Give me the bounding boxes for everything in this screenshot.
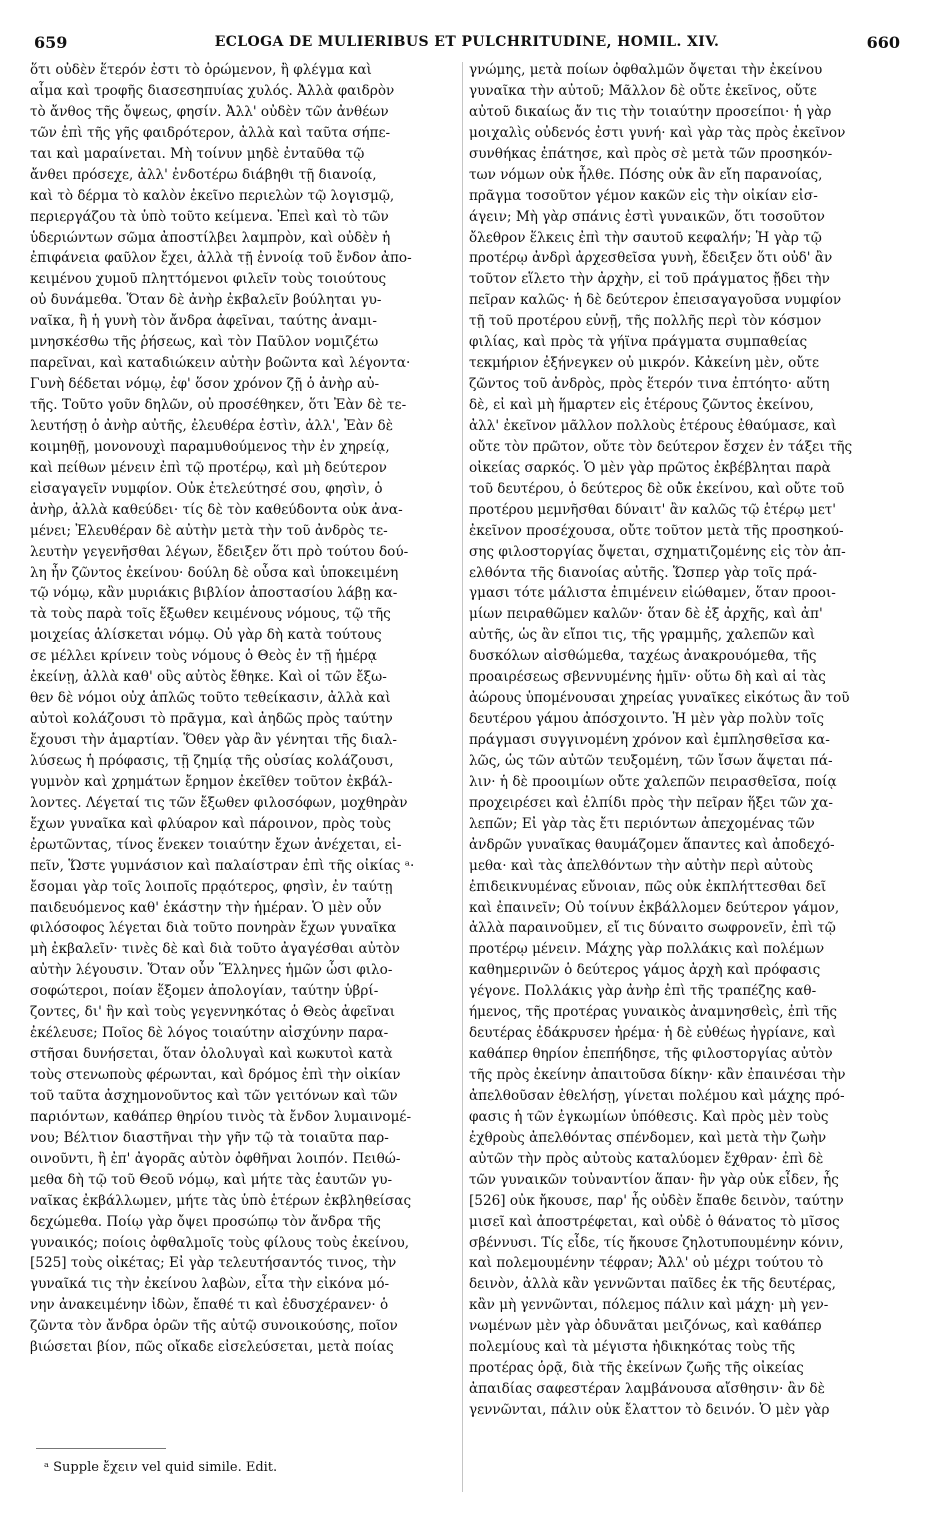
text-line: καθημερινῶν ὁ δεύτερος γάμος ἀρχὴ καὶ πρόφασις <box>469 962 821 979</box>
text-line: οὐ δυνάμεθα. Ὅταν δὲ ἀνὴρ ἐκβαλεῖν βούληται γυ- <box>30 292 382 309</box>
text-line: σβέννυσι. Τίς εἶδε, τίς ἤκουσε ζηλοτυπουμένην κόνιν, <box>469 1234 844 1251</box>
text-line: συνθήκας ἐπάτησε, καὶ πρὸς σὲ μετὰ τῶν προσηκόν- <box>469 145 833 162</box>
text-line: των νόμων οὐκ ἦλθε. Πόσης οὐκ ἂν εἴη παρανοίας, <box>469 166 823 183</box>
text-line: ἀλλ' ἐκεῖνον μᾶλλον πολλοὺς ἑτέρους ἐθαύμασε, καὶ <box>469 417 837 434</box>
text-line: σε μέλλει κρίνειν τοὺς νόμους ὁ Θεὸς ἐν τῇ ἡμέρᾳ <box>30 648 377 665</box>
text-line: παιδευόμενος καθ' ἑκάστην τὴν ἡμέραν. Ὁ μὲν οὖν <box>30 899 382 916</box>
text-line: στῆσαι δυνήσεται, ὅταν ὀλολυγαὶ καὶ κωκυτοὶ κατὰ <box>30 1046 393 1063</box>
text-line: ται καὶ μαραίνεται. Μὴ τοίνυν μηδὲ ἐνταῦθα τῷ <box>30 145 365 162</box>
text-line: τοῦ δευτέρου, ὁ δεύτερος δὲ οὐ̃κ ἐκείνου, καὶ οὔτε τοῦ <box>469 480 845 497</box>
text-line: αὐτῶν τὴν πρὸς αὐτοὺς καταλύομεν ἔχθραν· ἐπὶ δὲ <box>469 1150 824 1167</box>
text-line: δευτέρας ἐδάκρυσεν ἠρέμα· ἡ δὲ εὐθέως ἠγρίανε, καὶ <box>469 1025 836 1042</box>
text-line: καὶ τὸ δέρμα τὸ καλὸν ἐκεῖνο περιελὼν τῷ λογισμῷ, <box>30 187 395 204</box>
text-line: Γυνὴ δέδεται νόμῳ, ἐφ' ὅσον χρόνον ζῇ ὁ ἀνὴρ αὐ- <box>30 376 380 393</box>
text-line: γυναικός; ποίοις ὀφθαλμοῖς τοὺς φίλους τοὺς ἐκείνου, <box>30 1234 410 1251</box>
text-line: γυναῖκα τὴν αὐτοῦ; Μᾶλλον δὲ οὔτε ἐκεῖνος, οὔτε <box>469 82 817 99</box>
text-line: ήμενος, τῆς προτέρας γυναικὸς ἀναμνησθεὶς, ἐπὶ τῆς <box>469 1004 837 1021</box>
text-line: φιλόσοφος λέγεται διὰ τοῦτο πονηρὰν ἔχων γυναῖκα <box>30 920 397 937</box>
text-line: τὸ ἄνθος τῆς ὄψεως, φησίν. Ἀλλ' οὐδὲν τῶν ἀνθέων <box>30 103 389 120</box>
text-line: νην ἀνακειμένην ἰδὼν, ἔπαθέ τι καὶ ἐδυσχέρανεν· ὁ <box>30 1297 389 1314</box>
text-line: ὑδεριώντων σῶμα ἀποστίλβει λαμπρὸν, καὶ οὐδὲν ἡ <box>30 229 391 246</box>
text-line: ἀλλὰ παραινοῦμεν, εἴ τις δύναιτο σωφρονεῖν, ἐπὶ τῷ <box>469 920 836 937</box>
text-line: [526] οὐκ ἤκουσε, παρ' ἧς οὐδὲν ἔπαθε δεινὸν, ταύτην <box>469 1192 844 1209</box>
text-line: ζοντες, δι' ἣν καὶ τοὺς γεγεννηκότας ὁ Θεὸς ἀφεῖναι <box>30 1004 396 1021</box>
text-line: μένει; Ἐλευθέραν δὲ αὐτὴν μετὰ τὴν τοῦ ἀνδρὸς τε- <box>30 522 388 539</box>
running-header <box>34 33 900 55</box>
text-line: μνησκέσθω τῆς ῥήσεως, καὶ τὸν Παῦλον νομιζέτω <box>30 334 379 351</box>
text-line: κειμένου χυμοῦ πληττόμενοι φιλεῖν τοὺς τοιούτους <box>30 271 387 288</box>
column-divider <box>462 62 463 1492</box>
text-line: πολεμίους καὶ τὰ μέγιστα ἠδικηκότας τοὺς τῆς <box>469 1339 796 1356</box>
text-line: ἐχθροὺς ἀπελθόντας σπένδομεν, καὶ μετὰ τὴν ζωὴν <box>469 1129 827 1146</box>
text-line: τὰ τοὺς παρὰ τοῖς ἔξωθεν κειμένους νόμους, τῷ τῆς <box>30 606 391 623</box>
text-line: καὶ πολεμουμένην τέφραν; Ἀλλ' οὐ μέχρι τούτου τὸ <box>469 1255 824 1272</box>
text-line: λεπῶν; Εἰ γὰρ τὰς ἔτι περιόντων ἀπεχομένας τῶν <box>469 815 815 832</box>
text-line: αἷμα καὶ τροφῆς διασεσηπυίας χυλός. Ἀλλὰ φαιδρὸν <box>30 82 395 99</box>
text-line: αὐτῆς, ὡς ἂν εἴποι τις, τῆς γραμμῆς, χαλεπῶν καὶ <box>469 627 816 644</box>
text-line: κοιμηθῇ, μονονουχὶ παραμυθούμενος τὴν ἐν χηρείᾳ, <box>30 438 390 455</box>
text-line: προτέρου μεμνῆσθαι δύναιτ' ἂν καλῶς τῷ ἑτέρῳ μετ' <box>469 501 837 518</box>
text-line: γυναῖκά τις τὴν ἐκείνου λαβὼν, εἶτα τὴν εἰκόνα μό- <box>30 1276 390 1293</box>
text-line: καὶ πείθων μένειν ἐπὶ τῷ προτέρῳ, καὶ μὴ δεύτερον <box>30 459 387 476</box>
text-line: τῆς πρὸς ἐκείνην ἀπαιτοῦσα δίκην· κἂν ἐπαινέσαι τὴν <box>469 1067 846 1083</box>
text-line: βιώσεται βίον, πῶς οἴκαδε εἰσελεύσεται, μετὰ ποίας <box>30 1339 394 1356</box>
text-line: θεν δὲ νόμοι οὐχ ἁπλῶς τοῦτο τεθείκασιν, ἀλλὰ καὶ <box>30 690 391 707</box>
text-line: τοῦ ταῦτα ἀσχημονοῦντος καὶ τῶν γειτόνων καὶ τῶν <box>30 1087 398 1104</box>
text-line: ἀπαιδίας σαφεστέραν λαμβάνουσα αἴσθησιν· ἂν δὲ <box>469 1381 825 1398</box>
page-number-left: 659 <box>34 33 68 52</box>
text-line: ἀνὴρ, ἀλλὰ καθεύδει· τίς δὲ τὸν καθεύδοντα οὐκ ἀνα- <box>30 501 403 518</box>
page-number-right: 660 <box>866 33 900 52</box>
text-line: ζῶντος τοῦ ἀνδρὸς, πρὸς ἕτερόν τινα ἐπτόητο· αὕτη <box>469 376 830 393</box>
running-title: ECLOGA DE MULIERIBUS ET PULCHRITUDINE, HOMIL. XIV. <box>214 34 720 50</box>
text-line: μισεῖ καὶ ἀποστρέφεται, καὶ οὐδὲ ὁ θάνατος τὸ μῖσος <box>469 1213 840 1230</box>
text-line: ἀνδρῶν γυναῖκας θαυμάζομεν ἅπαντες καὶ ἀποδεχό- <box>469 836 835 853</box>
text-line: ἔχων γυναῖκα καὶ φλύαρον καὶ πάροινον, πρὸς τοὺς <box>30 815 391 832</box>
text-line: τῇ τοῦ προτέρου εὐνῇ, τῆς πολλῆς περὶ τὸν κόσμον <box>469 313 822 330</box>
text-line: αὐτὴν λέγουσιν. Ὅταν οὖν Ἕλληνες ἡμῶν ὦσι φιλο- <box>30 962 393 979</box>
text-line: εἰσαγαγεῖν νυμφίον. Οὐκ ἐτελεύτησέ σου, φησὶν, ὁ <box>30 480 383 497</box>
text-line: τῷ νόμῳ, κἂν μυριάκις βιβλίον ἀποστασίου λάβῃ κα- <box>30 585 398 602</box>
text-line: μὴ ἐκβαλεῖν· τινὲς δὲ καὶ διὰ τοῦτο ἀγαγέσθαι αὐτὸν <box>30 941 400 958</box>
text-line: ἐπιδεικνυμένας εὔνοιαν, πῶς οὐκ ἐκπλήττεσθαι δεῖ <box>469 878 827 895</box>
text-line: μεθα· καὶ τὰς ἀπελθόντων τὴν αὐτὴν περὶ αὐτοὺς <box>469 857 814 874</box>
text-line: πεῖν, Ὥστε γυμνάσιον καὶ παλαίστραν ἐπὶ τῆς οἰκίας ᵃ· <box>30 857 415 874</box>
text-line: προχειρέσει καὶ ἐλπίδι πρὸς τὴν πεῖραν ἥξει τῶν χα- <box>469 794 833 811</box>
text-line: γυμνὸν καὶ χρημάτων ἔρημον ἐκεῖθεν τοῦτον ἐκβάλ- <box>30 773 393 790</box>
text-line: σης φιλοστοργίας ὄψεται, σχηματιζομένης εἰς τὸν ἀπ- <box>469 543 846 560</box>
text-line: προαιρέσεως σβεννυμένης ἡμῖν· οὕτω δὴ καὶ αἱ τὰς <box>469 669 826 686</box>
text-line: μίων πειραθῶμεν καλῶν· ὅταν δὲ ἐξ ἀρχῆς, καὶ ἀπ' <box>469 606 823 623</box>
text-line: ελθόντα τῆς διανοίας αὐτῆς. Ὥσπερ γὰρ τοῖς πρά- <box>469 564 817 581</box>
text-line: λύσεως ἡ πρόφασις, τῇ ζημίᾳ τῆς οὐσίας κολάζουσι, <box>30 752 394 769</box>
text-line: σοφώτεροι, ποίαν ἕξομεν ἀπολογίαν, ταύτην ὑβρί- <box>30 983 379 1000</box>
text-line: αὐτοὶ κολάζουσι τὸ πρᾶγμα, καὶ ἀηδῶς πρὸς ταύτην <box>30 711 393 728</box>
text-line: ἐπιφάνεια φαῦλον ἔχει, ἀλλὰ τῇ ἐννοίᾳ τοῦ ἔνδον ἀπο- <box>30 250 412 267</box>
text-line: ναῖκας ἐκβάλλωμεν, μήτε τὰς ὑπὸ ἑτέρων ἐκβληθείσας <box>30 1192 412 1209</box>
text-line: λευτήσῃ ὁ ἀνὴρ αὐτῆς, ἐλευθέρα ἐστὶν, ἀλλ', Ἐὰν δὲ <box>30 417 393 434</box>
footnote-rule <box>36 1448 166 1449</box>
text-line: οὔτε τὸν πρῶτον, οὔτε τὸν δεύτερον ἔσχεν ἐν τάξει τῆς <box>469 438 853 455</box>
text-line: περιεργάζου τὰ ὑπὸ τοῦτο κείμενα. Ἐπεὶ καὶ τὸ τῶν <box>30 208 389 225</box>
text-line: κἂν μὴ γεννῶνται, πόλεμος πάλιν καὶ μάχη· μὴ γεν- <box>469 1297 829 1314</box>
text-line: ὅτι οὐδὲν ἕτερόν ἐστι τὸ ὁρώμενον, ἢ φλέγμα καὶ <box>30 62 372 78</box>
text-line: δυσκόλων αἰσθώμεθα, ταχέως ἀνακρουόμεθα, τῆς <box>469 648 817 665</box>
text-line: αὐτοῦ δικαίως ἄν τις τὴν τοιαύτην προσείποι· ἡ γὰρ <box>469 103 832 120</box>
left-column-text <box>30 60 460 1358</box>
text-line: λευτὴν γεγενῆσθαι λέγων, ἔδειξεν ὅτι πρὸ τούτου δού- <box>30 543 409 560</box>
text-line: ἐρωτῶντας, τίνος ἕνεκεν τοιαύτην ἔχων ἀνέχεται, εἰ- <box>30 836 402 853</box>
text-line: τοῦτον εἵλετο τὴν ἀρχὴν, εἰ τοῦ πράγματος ᾔδει τὴν <box>469 271 830 288</box>
text-line: τῶν ἐπὶ τῆς γῆς φαιδρότερον, ἀλλὰ καὶ ταῦτα σήπε- <box>30 124 391 141</box>
text-line: νου; Βέλτιον διαστῆναι τὴν γῆν τῷ τὰ τοιαῦτα παρ- <box>30 1129 389 1146</box>
text-line: δεινὸν, ἀλλὰ κἂν γεννῶνται παῖδες ἐκ τῆς δευτέρας, <box>469 1276 836 1293</box>
right-column-text <box>469 60 903 1421</box>
text-line: λιν· ἡ δὲ προοιμίων οὔτε χαλεπῶν πειρασθεῖσα, ποίᾳ <box>469 773 837 790</box>
text-line: ζῶντα τὸν ἄνδρα ὁρῶν τῆς αὐτῷ συνοικούσης, ποῖον <box>30 1318 398 1335</box>
text-line: γμασι τότε μάλιστα ἐπιμένειν εἰώθαμεν, ὅταν προοι- <box>469 585 836 602</box>
text-line: γεννῶνται, πάλιν οὐκ ἔλαττον τὸ δεινόν. Ὁ μὲν γὰρ <box>469 1402 830 1418</box>
text-line: προτέρῳ μένειν. Μάχης γὰρ πολλάκις καὶ πολέμων <box>469 941 825 958</box>
text-line: άγειν; Μὴ γὰρ σπάνις ἐστὶ γυναικῶν, ὅτι τοσοῦτον <box>469 208 825 225</box>
text-line: πράγμασι συγγινομένη χρόνον καὶ ἐμπλησθεῖσα κα- <box>469 732 830 748</box>
text-line: καθάπερ θηρίον ἐπεπήδησε, τῆς φιλοστοργίας αὐτὸν <box>469 1046 833 1063</box>
text-line: φασις ἡ τῶν ἐγκωμίων ὑπόθεσις. Καὶ πρὸς μὲν τοὺς <box>469 1108 829 1125</box>
text-line: ἐκείνῃ, ἀλλὰ καθ' οὓς αὐτὸς ἔθηκε. Καὶ οἱ τῶν ἔξω- <box>30 669 387 686</box>
text-line: νωμένων μὲν γὰρ ὀδυνᾶται μειζόνως, καὶ καθάπερ <box>469 1318 822 1335</box>
text-line: πεῖραν καλῶς· ἡ δὲ δεύτερον ἐπεισαγαγοῦσα νυμφίον <box>469 292 842 309</box>
text-line: καὶ ἐπαινεῖν; Οὐ τοίνυν ἐκβάλλομεν δεύτερον γάμον, <box>469 899 840 916</box>
text-line: δὲ, εἰ καὶ μὴ ἥμαρτεν εἰς ἑτέρους ζῶντος ἐκείνου, <box>469 397 814 413</box>
text-line: τεκμήριον ἐξήνεγκεν οὐ μικρόν. Κἀκείνη μὲν, οὔτε <box>469 355 820 372</box>
text-line: λοντες. Λέγεταί τις τῶν ἔξωθεν φιλοσόφων, μοχθηρὰν <box>30 794 408 811</box>
text-line: ἔσομαι γὰρ τοῖς λοιποῖς πρᾳότερος, φησὶν, ἐν ταύτῃ <box>30 878 393 895</box>
text-line: οινοῦντι, ἢ ἐπ' ἀγορᾶς αὐτὸν ὀφθῆναι λοιπόν. Πειθώ- <box>30 1150 401 1167</box>
text-line: μοιχείας ἁλίσκεται νόμῳ. Οὐ γὰρ δὴ κατὰ τούτους <box>30 627 382 644</box>
text-line: [525] τοὺς οἰκέτας; Εἰ γὰρ τελευτήσαντός τινος, τὴν <box>30 1255 397 1272</box>
text-line: τῶν γυναικῶν τοὐναντίον ἅπαν· ἣν γὰρ οὐκ εἶδεν, ἧς <box>469 1171 839 1188</box>
text-line: ἀπελθοῦσαν ἐθελήσῃ, γίνεται πολέμου καὶ μάχης πρό- <box>469 1087 845 1104</box>
text-line: παρεῖναι, καὶ καταδιώκειν αὐτὴν βοῶντα καὶ λέγοντα· <box>30 355 411 372</box>
footnote: ᵃ Supple ἔχειν vel quid simile. Edit. <box>44 1460 278 1475</box>
text-line: φιλίας, καὶ πρὸς τὰ γήϊνα πράγματα συμπαθείας <box>469 334 808 351</box>
text-line: γέγονε. Πολλάκις γὰρ ἀνὴρ ἐπὶ τῆς τραπέζης καθ- <box>469 983 817 1000</box>
text-line: ὄλεθρον ἕλκεις ἐπὶ τὴν σαυτοῦ κεφαλήν; Ἡ γὰρ τῷ <box>469 229 822 246</box>
text-line: παριόντων, καθάπερ θηρίου τινὸς τὰ ἔνδον λυμαινομέ- <box>30 1108 412 1125</box>
text-line: ἐκεῖνον προσέχουσα, οὔτε τοῦτον μετὰ τῆς προσηκού- <box>469 522 844 539</box>
text-line: γνώμης, μετὰ ποίων ὀφθαλμῶν ὄψεται τὴν ἐκείνου <box>469 62 823 78</box>
text-line: δεχώμεθα. Ποίῳ γὰρ ὄψει προσώπῳ τὸν ἄνδρα τῆς <box>30 1213 381 1230</box>
text-line: ἔχουσι τὴν ἁμαρτίαν. Ὅθεν γὰρ ἂν γένηται τῆς διαλ- <box>30 732 398 748</box>
text-line: μεθα δὴ τῷ τοῦ Θεοῦ νόμῳ, καὶ μήτε τὰς ἑαυτῶν γυ- <box>30 1171 393 1188</box>
text-line: ἄνθει πρόσεχε, ἀλλ' ἐνδοτέρω διάβηθι τῇ διανοίᾳ, <box>30 166 377 183</box>
text-line: τῆς. Τοῦτο γοῦν δηλῶν, οὐ προσέθηκεν, ὅτι Ἐὰν δὲ τε- <box>30 397 407 413</box>
text-line: λῶς, ὡς τῶν αὐτῶν τευξομένη, τῶν ἴσων ἅψεται πά- <box>469 752 833 769</box>
text-line: πρᾶγμα τοσοῦτον γέμον κακῶν εἰς τὴν οἰκίαν εἰσ- <box>469 187 818 204</box>
text-line: προτέρῳ ἀνδρὶ ἀρχεσθεῖσα γυνὴ, ἔδειξεν ὅτι οὐδ' ἂν <box>469 250 833 267</box>
text-line: ἀώρους ὑπομένουσαι χηρείας γυναῖκες εἰκότως ἂν τοῦ <box>469 690 850 707</box>
text-line: ἐκέλευσε; Ποῖος δὲ λόγος τοιαύτην αἰσχύνην παρα- <box>30 1025 389 1042</box>
text-line: τοὺς στενωποὺς φέρωνται, καὶ δρόμος ἐπὶ τὴν οἰκίαν <box>30 1067 401 1083</box>
text-line: οἰκείας σαρκός. Ὁ μὲν γὰρ πρῶτος ἐκβέβληται παρὰ <box>469 459 831 476</box>
text-line: προτέρας ὁρᾷ, διὰ τῆς ἐκείνων ζωῆς τῆς οἰκείας <box>469 1360 804 1377</box>
text-line: δευτέρου γάμου ἀπόσχοιντο. Ἡ μὲν γὰρ πολὺν τοῖς <box>469 711 825 728</box>
text-line: λη ἦν ζῶντος ἐκείνου· δούλη δὲ οὖσα καὶ ὑποκειμένη <box>30 564 399 581</box>
text-line: μοιχαλὶς οὐδενός ἐστι γυνή· καὶ γὰρ τὰς πρὸς ἐκεῖνον <box>469 124 846 141</box>
text-line: ναῖκα, ἢ ἡ γυνὴ τὸν ἄνδρα ἀφεῖναι, ταύτης ἀναμι- <box>30 313 377 330</box>
